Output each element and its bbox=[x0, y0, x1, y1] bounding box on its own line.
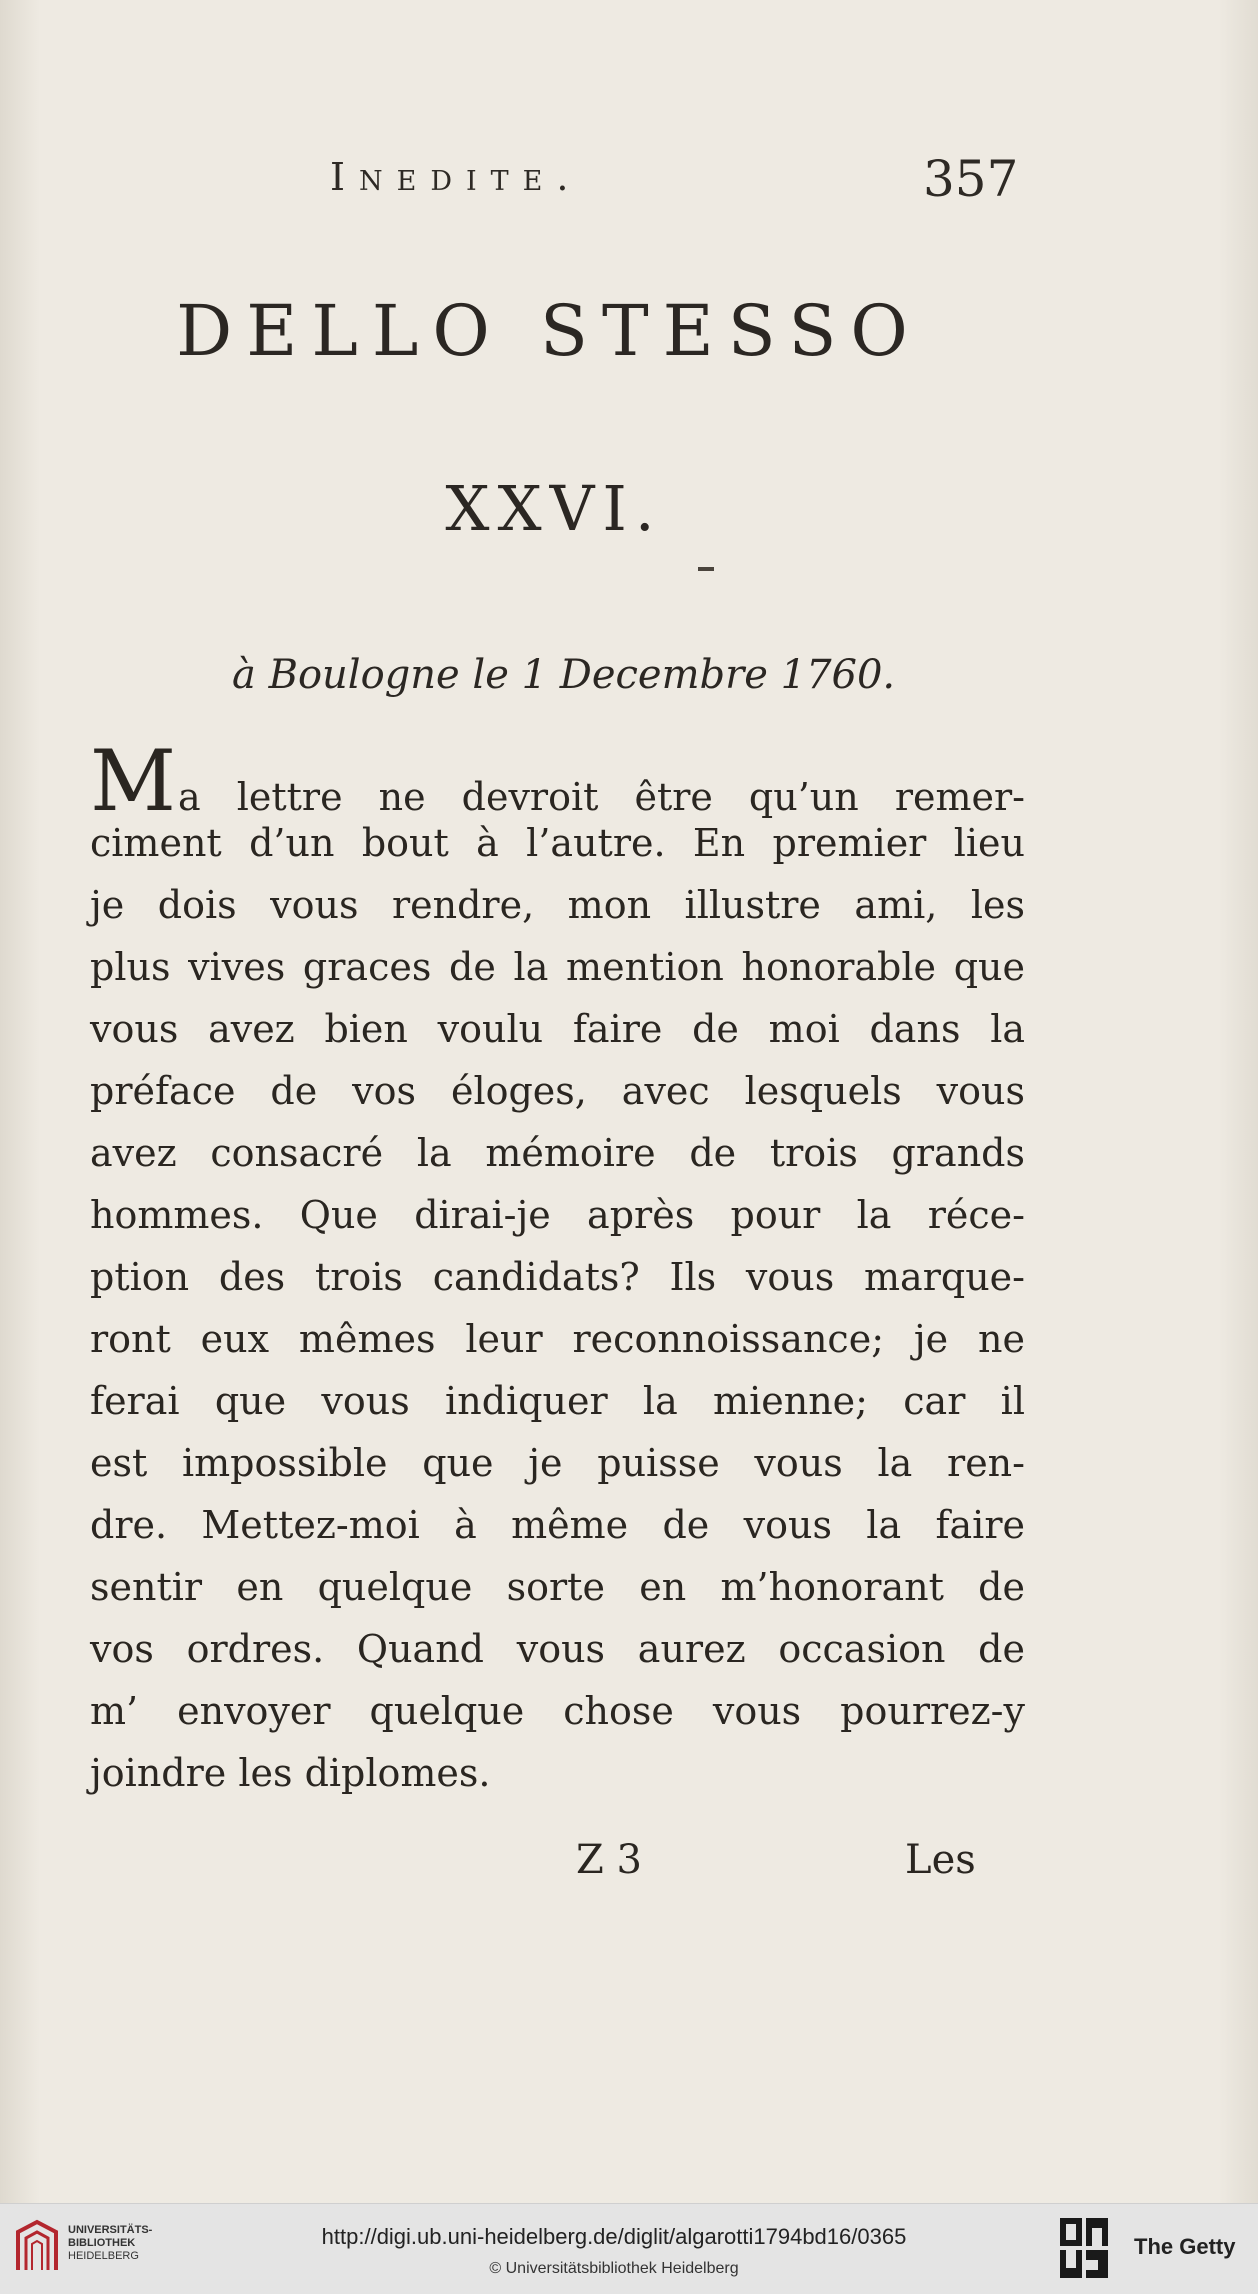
letter-heading: DELLO STESSO bbox=[176, 290, 922, 372]
catchword: Les bbox=[905, 1837, 976, 1883]
signature-mark: Z 3 bbox=[576, 1837, 642, 1883]
drop-cap: M bbox=[90, 732, 177, 830]
permalink-url[interactable]: http://digi.ub.uni-heidelberg.de/diglit/algarotti1794bd16/0365 bbox=[321, 2224, 907, 2249]
footer-bar bbox=[0, 2203, 1258, 2294]
letter-number: XXVI. bbox=[445, 472, 663, 545]
dateline: à Boulogne le 1 Decembre 1760. bbox=[232, 652, 896, 698]
page-number: 357 bbox=[923, 150, 1019, 208]
text-line: est impossible que je puisse vous la ren- bbox=[90, 1441, 1025, 1485]
text-line: ferai que vous indiquer la mienne; car il bbox=[90, 1379, 1025, 1423]
copyright-notice: © Universitätsbibliothek Heidelberg bbox=[489, 2260, 739, 2277]
text-line: ciment d’un bout à l’autre. En premier lieu bbox=[90, 821, 1025, 865]
text-line: vous avez bien voulu faire de moi dans la bbox=[90, 1007, 1025, 1051]
text-line: je dois vous rendre, mon illustre ami, les bbox=[90, 883, 1025, 927]
ornamental-rule bbox=[698, 567, 714, 571]
partner-name: The Getty bbox=[1134, 2234, 1236, 2259]
running-head: Inedite. bbox=[330, 155, 583, 199]
text-line-rest: a lettre ne devroit être qu’un remer- bbox=[178, 775, 1025, 819]
text-line: plus vives graces de la mention honorable que bbox=[90, 945, 1025, 989]
text-line: avez consacré la mémoire de trois grands bbox=[90, 1131, 1025, 1175]
text-line: m’ envoyer quelque chose vous pourrez-y bbox=[90, 1689, 1025, 1733]
letter-body bbox=[90, 732, 1025, 1804]
institution-line: HEIDELBERG bbox=[68, 2250, 139, 2262]
institution-line: BIBLIOTHEK bbox=[68, 2237, 136, 2249]
text-line: préface de vos éloges, avec lesquels vous bbox=[90, 1069, 1025, 1113]
text-line: vos ordres. Quand vous aurez occasion de bbox=[90, 1627, 1025, 1671]
text-line bbox=[90, 732, 1025, 830]
text-line: hommes. Que dirai-je après pour la réce- bbox=[90, 1193, 1025, 1237]
text-line: joindre les diplomes. bbox=[90, 1751, 491, 1795]
text-line: dre. Mettez-moi à même de vous la faire bbox=[90, 1503, 1025, 1547]
text-line: ront eux mêmes leur reconnoissance; je ne bbox=[90, 1317, 1025, 1361]
text-line: ption des trois candidats? Ils vous marque- bbox=[90, 1255, 1025, 1299]
institution-line: UNIVERSITÄTS- bbox=[68, 2224, 153, 2236]
getty-logo-icon bbox=[1058, 2216, 1110, 2280]
text-line: sentir en quelque sorte en m’honorant de bbox=[90, 1565, 1025, 1609]
